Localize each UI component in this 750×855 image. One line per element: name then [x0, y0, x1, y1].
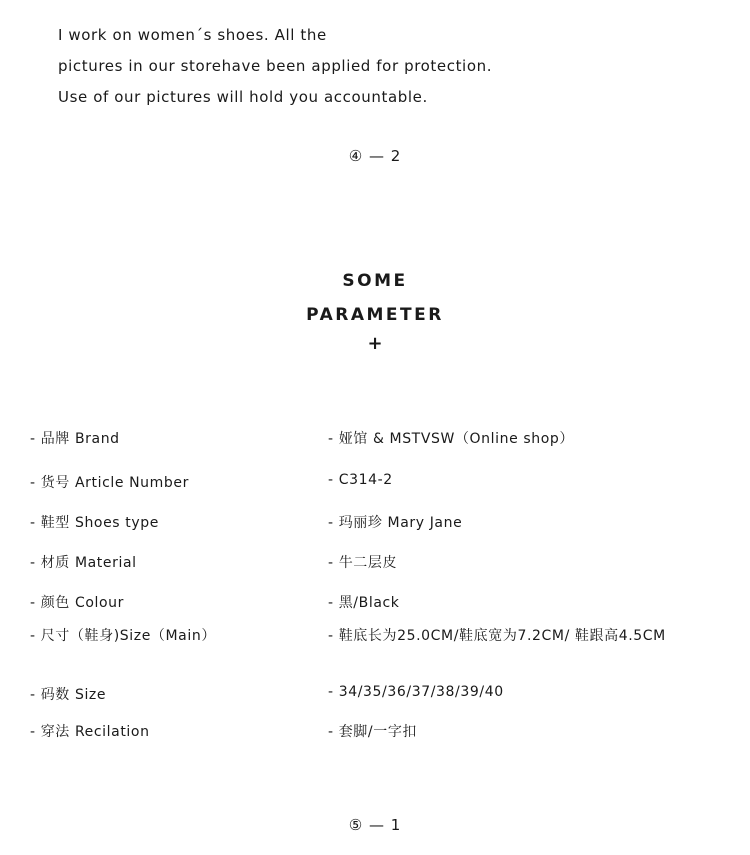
param-value-size-main: - 鞋底长为25.0CM/鞋底宽为7.2CM/ 鞋跟高4.5CM	[328, 628, 666, 644]
section-title-line-1: SOME	[342, 271, 408, 291]
param-value-recilation: - 套脚/一字扣	[328, 724, 418, 740]
param-value-brand: - 娅馆 & MSTVSW（Online shop）	[328, 431, 574, 447]
page-mark-top: ④ — 2	[348, 147, 402, 165]
copyright-notice	[58, 20, 492, 113]
notice-line-2: pictures in our storehave been applied for protection.	[58, 57, 493, 75]
plus-icon: +	[367, 333, 383, 354]
notice-line-3: Use of our pictures will hold you accountable.	[58, 88, 428, 106]
param-label-size: - 码数 Size	[30, 687, 107, 703]
param-label-colour: - 颜色 Colour	[30, 595, 124, 611]
param-value-size: - 34/35/36/37/38/39/40	[328, 684, 504, 700]
param-label-article-number: - 货号 Article Number	[30, 475, 189, 491]
param-value-colour: - 黑/Black	[328, 595, 400, 611]
section-title-line-2: PARAMETER	[306, 305, 444, 325]
param-label-material: - 材质 Material	[30, 555, 137, 571]
param-value-shoes-type: - 玛丽珍 Mary Jane	[328, 515, 463, 531]
param-label-recilation: - 穿法 Recilation	[30, 724, 150, 740]
param-value-article-number: - C314-2	[328, 472, 393, 488]
param-value-material: - 牛二层皮	[328, 555, 398, 571]
param-label-shoes-type: - 鞋型 Shoes type	[30, 515, 159, 531]
param-label-size-main: - 尺寸（鞋身)Size（Main）	[30, 628, 216, 644]
param-label-brand: - 品牌 Brand	[30, 431, 120, 447]
notice-line-1: I work on women´s shoes. All the	[58, 26, 327, 44]
page-mark-bottom: ⑤ — 1	[348, 816, 402, 834]
